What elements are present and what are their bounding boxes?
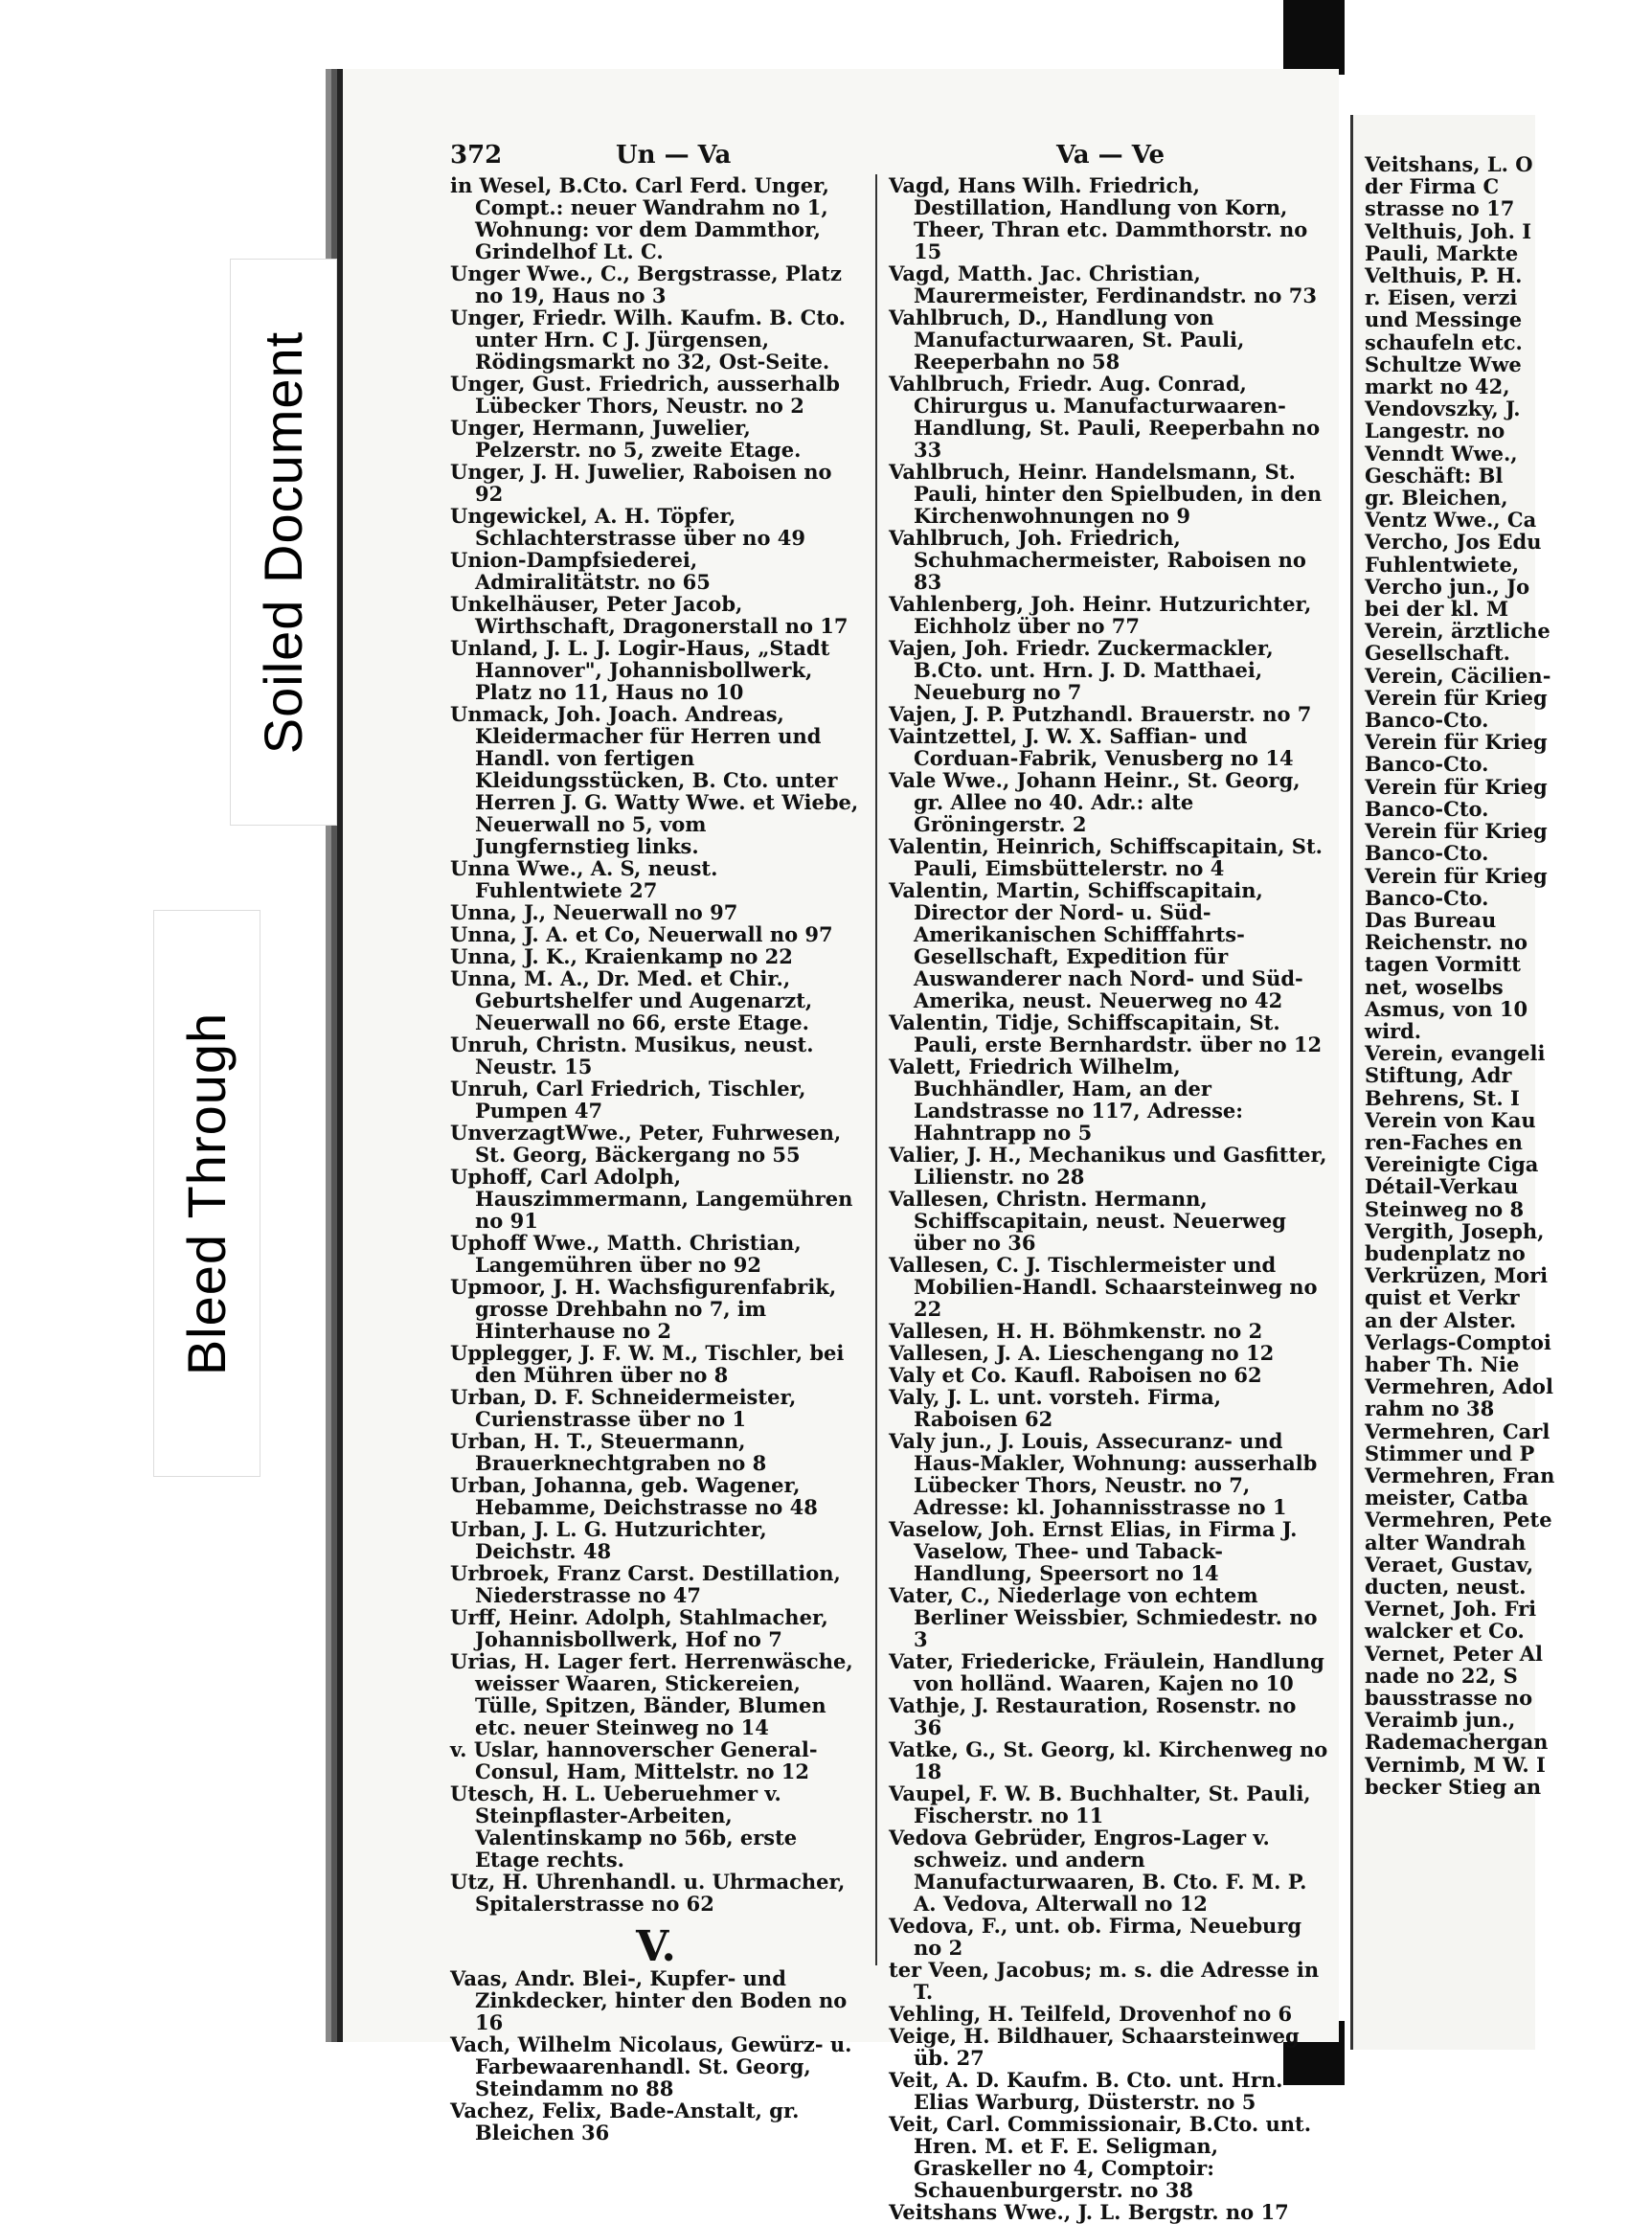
directory-entry: Utesch, H. L. Ueberuehmer v. Steinpflaster-Arbeiten, Valentinskamp no 56b, erste Etage rechts. bbox=[450, 1781, 798, 1872]
directory-entry: Unna Wwe., A. S, neust. Fuhlentwiete 27 bbox=[450, 856, 718, 902]
fragment-line: Asmus, von 10 bbox=[1365, 996, 1528, 1021]
fragment-line: Verein, evangeli bbox=[1365, 1041, 1546, 1066]
right-entries-list bbox=[889, 174, 1329, 2223]
fragment-line: Vernet, Joh. Fri bbox=[1365, 1597, 1537, 1622]
fragment-line: Banco-Cto. bbox=[1365, 708, 1489, 733]
fragment-line: Rademachergan bbox=[1365, 1730, 1549, 1755]
fragment-line: wird. bbox=[1365, 1018, 1422, 1043]
directory-entry: Unger, Friedr. Wilh. Kaufm. B. Cto. unter Hrn. C J. Jürgensen, Rödingsmarkt no 32, Ost-Seite. bbox=[450, 306, 846, 374]
directory-entry: Veit, A. D. Kaufm. B. Cto. unt. Hrn. Elias Warburg, Düsterstr. no 5 bbox=[889, 2068, 1283, 2114]
directory-entry: Valett, Friedrich Wilhelm, Buchhändler, Ham, an der Landstrasse no 117, Adresse: Hahntrapp no 5 bbox=[889, 1055, 1244, 1145]
fragment-line: Ventz Wwe., Ca bbox=[1365, 508, 1537, 533]
fragment-line: Vercho, Jos Edu bbox=[1365, 530, 1542, 555]
soiled-document-label bbox=[230, 259, 337, 826]
directory-entry: Urff, Heinr. Adolph, Stahlmacher, Johannisbollwerk, Hof no 7 bbox=[450, 1605, 828, 1651]
directory-entry: Valy jun., J. Louis, Assecuranz- und Haus-Makler, Wohnung: ausserhalb Lübecker Thors, Neustr. no 7, Adresse: kl. Johannisstrasse no 1 bbox=[889, 1429, 1318, 1519]
fragment-line: Verein, Cäcilien- bbox=[1365, 663, 1551, 688]
directory-entry: Vajen, J. P. Putzhandl. Brauerstr. no 7 bbox=[889, 702, 1312, 726]
fragment-line: Geschäft: Bl bbox=[1365, 463, 1504, 488]
fragment-line: net, woselbs bbox=[1365, 974, 1504, 999]
directory-entry: Unruh, Christn. Musikus, neust. Neustr. 15 bbox=[450, 1033, 814, 1078]
fragment-line: Vermehren, Adol bbox=[1365, 1374, 1553, 1399]
soiled-document-text: Soiled Document bbox=[253, 330, 314, 754]
directory-entry: Unkelhäuser, Peter Jacob, Wirthschaft, Dragonerstall no 17 bbox=[450, 592, 849, 638]
page-number: 372 bbox=[450, 141, 503, 170]
fragment-line: strasse no 17 bbox=[1365, 196, 1515, 221]
directory-entry: Vach, Wilhelm Nicolaus, Gewürz- u. Farbewaarenhandl. St. Georg, Steindamm no 88 bbox=[450, 2032, 852, 2100]
directory-entry: Utz, H. Uhrenhandl. u. Uhrmacher, Spitalerstrasse no 62 bbox=[450, 1870, 846, 1916]
directory-entry: Vahlbruch, Heinr. Handelsmann, St. Pauli, hinter den Spielbuden, in den Kirchenwohnungen no 9 bbox=[889, 460, 1323, 528]
fragment-line: Vernet, Peter Al bbox=[1365, 1641, 1544, 1666]
fragment-line: Verein für Krieg bbox=[1365, 863, 1548, 888]
fragment-line: Stimmer und P bbox=[1365, 1441, 1535, 1465]
directory-entry: Vachez, Felix, Bade-Anstalt, gr. Bleichen 36 bbox=[450, 2099, 800, 2145]
fragment-line: Banco-Cto. bbox=[1365, 885, 1489, 910]
directory-entry: Vagd, Hans Wilh. Friedrich, Destillation, Handlung von Korn, Theer, Thran etc. Dammthorstr. no 15 bbox=[889, 173, 1308, 263]
fragment-line: Verein, ärztliche bbox=[1365, 619, 1550, 644]
fragment-line: Vermehren, Carl bbox=[1365, 1418, 1550, 1443]
fragment-line: Détail-Verkau bbox=[1365, 1174, 1519, 1199]
directory-entry: Unger, J. H. Juwelier, Raboisen no 92 bbox=[450, 460, 832, 506]
directory-entry: Valier, J. H., Mechanikus und Gasfitter, Lilienstr. no 28 bbox=[889, 1143, 1327, 1189]
directory-entry: Unland, J. L. J. Logir-Haus, „Stadt Hannover", Johannisbollwerk, Platz no 11, Haus no 10 bbox=[450, 636, 830, 704]
directory-entry: Unger, Gust. Friedrich, ausserhalb Lübecker Thors, Neustr. no 2 bbox=[450, 372, 840, 418]
directory-entry: Vahlbruch, D., Handlung von Manufacturwaaren, St. Pauli, Reeperbahn no 58 bbox=[889, 306, 1245, 374]
directory-entry: Vatke, G., St. Georg, kl. Kirchenweg no 18 bbox=[889, 1737, 1328, 1783]
directory-entry: Vedova, F., unt. ob. Firma, Neueburg no 2 bbox=[889, 1914, 1302, 1960]
directory-entry: Unna, M. A., Dr. Med. et Chir., Geburtshelfer und Augenarzt, Neuerwall no 66, erste Etage. bbox=[450, 966, 813, 1034]
directory-entry: Vedova Gebrüder, Engros-Lager v. schweiz. und andern Manufacturwaaren, B. Cto. F. M. P. A. Vedova, Alterwall no 12 bbox=[889, 1826, 1307, 1916]
fragment-line: becker Stieg an bbox=[1365, 1774, 1542, 1799]
directory-entry: ter Veen, Jacobus; m. s. die Adresse in T. bbox=[889, 1958, 1320, 2004]
fragment-line: Pauli, Markte bbox=[1365, 240, 1519, 265]
fragment-line: schaufeln etc. bbox=[1365, 329, 1523, 354]
bleed-through-text: Bleed Through bbox=[176, 1011, 238, 1375]
directory-entry: Vaintzettel, J. W. X. Saffian- und Corduan-Fabrik, Venusberg no 14 bbox=[889, 724, 1294, 770]
fragment-line: Langestr. no bbox=[1365, 419, 1505, 443]
directory-entry: Vale Wwe., Johann Heinr., St. Georg, gr. Allee no 40. Adr.: alte Gröningerstr. 2 bbox=[889, 768, 1301, 836]
right-fragment-column bbox=[1365, 153, 1652, 1798]
directory-entry: Upplegger, J. F. W. M., Tischler, bei den Mühren über no 8 bbox=[450, 1341, 845, 1387]
directory-entry: Unna, J. A. et Co, Neuerwall no 97 bbox=[450, 922, 833, 946]
fragment-line: Veraimb jun., bbox=[1365, 1708, 1516, 1733]
left-v-entries-list bbox=[450, 1967, 862, 2144]
right-running-head: Va — Ve bbox=[1056, 141, 1165, 170]
fragment-line: Steinweg no 8 bbox=[1365, 1196, 1525, 1221]
directory-entry: Vallesen, H. H. Böhmkenstr. no 2 bbox=[889, 1319, 1263, 1343]
directory-entry: Unger Wwe., C., Bergstrasse, Platz no 19, Haus no 3 bbox=[450, 261, 842, 307]
fragment-line: alter Wandrah bbox=[1365, 1530, 1527, 1555]
directory-entry: Veitshans Wwe., J. L. Bergstr. no 17 bbox=[889, 2200, 1289, 2224]
directory-entry: Urbroek, Franz Carst. Destillation, Niederstrasse no 47 bbox=[450, 1561, 841, 1607]
directory-entry: Vehling, H. Teilfeld, Drovenhof no 6 bbox=[889, 2002, 1293, 2026]
fragment-line: Verein von Kau bbox=[1365, 1107, 1536, 1132]
fragment-line: Gesellschaft. bbox=[1365, 641, 1510, 666]
fragment-line: gr. Bleichen, bbox=[1365, 486, 1508, 511]
directory-entry: Unruh, Carl Friedrich, Tischler, Pumpen 47 bbox=[450, 1077, 806, 1123]
fragment-line: Vergith, Joseph, bbox=[1365, 1218, 1545, 1243]
fragment-line: quist et Verkr bbox=[1365, 1285, 1520, 1310]
fragment-line: an der Alster. bbox=[1365, 1307, 1517, 1332]
fragment-line: bei der kl. M bbox=[1365, 597, 1509, 622]
directory-entry: Upmoor, J. H. Wachsfigurenfabrik, grosse Drehbahn no 7, im Hinterhause no 2 bbox=[450, 1275, 837, 1343]
fragment-line: Behrens, St. I bbox=[1365, 1085, 1520, 1110]
directory-entry: Vater, C., Niederlage von echtem Berliner Weissbier, Schmiedestr. no 3 bbox=[889, 1583, 1318, 1651]
fragment-line: r. Eisen, verzi bbox=[1365, 285, 1518, 310]
scanned-page-right-fragment bbox=[1350, 115, 1555, 2050]
fragment-line: Verein für Krieg bbox=[1365, 685, 1548, 710]
section-letter: V. bbox=[636, 1922, 676, 1971]
directory-entry: Unna, J., Neuerwall no 97 bbox=[450, 900, 738, 924]
directory-entry: Urias, H. Lager fert. Herrenwäsche, weisser Waaren, Stickereien, Tülle, Spitzen, Bänder, Blumen etc. neuer Steinweg no 14 bbox=[450, 1649, 853, 1739]
left-column bbox=[450, 174, 862, 2144]
directory-entry: Uphoff Wwe., Matth. Christian, Langemühren über no 92 bbox=[450, 1231, 802, 1277]
fragment-line: Verein für Krieg bbox=[1365, 730, 1548, 755]
directory-entry: v. Uslar, hannoverscher General-Consul, Ham, Mittelstr. no 12 bbox=[450, 1737, 818, 1783]
fragment-line: der Firma C bbox=[1365, 174, 1500, 199]
directory-entry: Vallesen, Christn. Hermann, Schiffscapitain, neust. Neuerweg über no 36 bbox=[889, 1187, 1286, 1255]
directory-entry: Urban, H. T., Steuermann, Brauerknechtgraben no 8 bbox=[450, 1429, 767, 1475]
fragment-line: Verein für Krieg bbox=[1365, 774, 1548, 799]
fragment-line: Verkrüzen, Mori bbox=[1365, 1263, 1549, 1288]
fragment-line: Vernimb, M W. I bbox=[1365, 1752, 1546, 1777]
fragment-line: Vereinigte Ciga bbox=[1365, 1152, 1539, 1177]
column-separator bbox=[875, 174, 877, 1965]
directory-entry: Vaas, Andr. Blei-, Kupfer- und Zinkdecker, hinter den Boden no 16 bbox=[450, 1966, 848, 2034]
directory-entry: Valentin, Martin, Schiffscapitain, Director der Nord- u. Süd-Amerikanischen Schifffahrts-Gesellschaft, Expedition für Auswanderer nach Nord- und Süd-Amerika, neust. Neuerweg no 42 bbox=[889, 878, 1303, 1012]
directory-entry: Valy et Co. Kaufl. Raboisen no 62 bbox=[889, 1363, 1262, 1387]
fragment-line: meister, Catba bbox=[1365, 1486, 1528, 1510]
directory-entry: Vagd, Matth. Jac. Christian, Maurermeister, Ferdinandstr. no 73 bbox=[889, 261, 1317, 307]
fragment-line: Veitshans, L. O bbox=[1365, 152, 1533, 176]
fragment-line: Vermehren, Fran bbox=[1365, 1463, 1555, 1487]
fragment-line: Fuhlentwiete, bbox=[1365, 552, 1520, 577]
directory-entry: Vahlbruch, Friedr. Aug. Conrad, Chirurgus u. Manufacturwaaren-Handlung, St. Pauli, Reeperbahn no 33 bbox=[889, 372, 1321, 462]
directory-entry: Urban, Johanna, geb. Wagener, Hebamme, Deichstrasse no 48 bbox=[450, 1473, 818, 1519]
directory-entry: Uphoff, Carl Adolph, Hauszimmermann, Langemühren no 91 bbox=[450, 1165, 853, 1233]
bleed-through-label bbox=[153, 910, 260, 1477]
fragment-line: ren-Faches en bbox=[1365, 1129, 1523, 1154]
fragment-line: Das Bureau bbox=[1365, 907, 1497, 932]
fragment-line: Velthuis, P. H. bbox=[1365, 263, 1523, 288]
directory-entry: UnverzagtWwe., Peter, Fuhrwesen, St. Georg, Bäckergang no 55 bbox=[450, 1121, 842, 1167]
fragment-line: Banco-Cto. bbox=[1365, 752, 1489, 777]
directory-entry: Valy, J. L. unt. vorsteh. Firma, Raboisen 62 bbox=[889, 1385, 1222, 1431]
directory-entry: Valentin, Tidje, Schiffscapitain, St. Pauli, erste Bernhardstr. über no 12 bbox=[889, 1010, 1323, 1056]
fragment-line: Venndt Wwe., bbox=[1365, 441, 1518, 465]
directory-entry: Valentin, Heinrich, Schiffscapitain, St. Pauli, Eimsbüttelerstr. no 4 bbox=[889, 834, 1323, 880]
fragment-line: Velthuis, Joh. I bbox=[1365, 218, 1532, 243]
directory-entry: Vajen, Joh. Friedr. Zuckermackler, B.Cto. unt. Hrn. J. D. Matthaei, Neueburg no 7 bbox=[889, 636, 1274, 704]
directory-entry: Urban, J. L. G. Hutzurichter, Deichstr. 48 bbox=[450, 1517, 767, 1563]
directory-entry: Veit, Carl. Commissionair, B.Cto. unt. Hren. M. et F. E. Seligman, Graskeller no 4, Comptoir: Schauenburgerstr. no 38 bbox=[889, 2112, 1312, 2202]
fragment-line: und Messinge bbox=[1365, 307, 1523, 332]
fragment-line: tagen Vormitt bbox=[1365, 952, 1521, 977]
directory-entry: Urban, D. F. Schneidermeister, Curienstrasse über no 1 bbox=[450, 1385, 797, 1431]
fragment-line: haber Th. Nie bbox=[1365, 1351, 1520, 1376]
directory-entry: Unna, J. K., Kraienkamp no 22 bbox=[450, 944, 793, 968]
directory-entry: Vahlbruch, Joh. Friedrich, Schuhmachermeister, Raboisen no 83 bbox=[889, 526, 1306, 594]
left-entries-list bbox=[450, 174, 862, 1915]
directory-entry: Vater, Friedericke, Fräulein, Handlung von holländ. Waaren, Kajen no 10 bbox=[889, 1649, 1324, 1695]
directory-entry: Vahlenberg, Joh. Heinr. Hutzurichter, Eichholz über no 77 bbox=[889, 592, 1312, 638]
fragment-line: Verein für Krieg bbox=[1365, 819, 1548, 844]
fragment-line: bausstrasse no bbox=[1365, 1686, 1533, 1711]
fragment-line: Schultze Wwe bbox=[1365, 352, 1522, 376]
fragment-line: Verlags-Comptoi bbox=[1365, 1329, 1551, 1354]
fragment-line: markt no 42, bbox=[1365, 374, 1510, 399]
fragment-line: rahm no 38 bbox=[1365, 1396, 1495, 1421]
fragment-line: Vercho jun., Jo bbox=[1365, 574, 1530, 599]
fragment-line: nade no 22, S bbox=[1365, 1663, 1518, 1688]
fragment-line: Veraet, Gustav, bbox=[1365, 1552, 1534, 1577]
fragment-line: budenplatz no bbox=[1365, 1240, 1526, 1265]
directory-entry: Veige, H. Bildhauer, Schaarsteinweg üb. 27 bbox=[889, 2024, 1300, 2070]
fragment-line: Reichenstr. no bbox=[1365, 930, 1528, 955]
directory-entry: Vallesen, C. J. Tischlermeister und Mobilien-Handl. Schaarsteinweg no 22 bbox=[889, 1253, 1318, 1321]
fragment-line: walcker et Co. bbox=[1365, 1619, 1525, 1644]
directory-entry: Unger, Hermann, Juwelier, Pelzerstr. no 5, zweite Etage. bbox=[450, 416, 802, 462]
fragment-line: Vendovszky, J. bbox=[1365, 397, 1521, 421]
directory-entry: Vaupel, F. W. B. Buchhalter, St. Pauli, Fischerstr. no 11 bbox=[889, 1781, 1311, 1827]
fragment-line: ducten, neust. bbox=[1365, 1575, 1527, 1599]
scanned-page-left bbox=[337, 69, 1339, 2224]
directory-entry: Unmack, Joh. Joach. Andreas, Kleidermacher für Herren und Handl. von fertigen Kleidungsstücken, B. Cto. unter Herren J. G. Watty Wwe. et Wiebe, Neuerwall no 5, vom Jungfernstieg links. bbox=[450, 702, 859, 858]
directory-entry: Vathje, J. Restauration, Rosenstr. no 36 bbox=[889, 1693, 1297, 1739]
left-running-head: Un — Va bbox=[616, 141, 732, 170]
directory-entry: in Wesel, B.Cto. Carl Ferd. Unger, Compt.: neuer Wandrahm no 1, Wohnung: vor dem Dammthor, Grindelhof Lt. C. bbox=[450, 173, 829, 263]
right-column bbox=[889, 174, 1329, 2223]
fragment-line: Banco-Cto. bbox=[1365, 796, 1489, 821]
fragment-line: Stiftung, Adr bbox=[1365, 1063, 1512, 1088]
fragment-line: Banco-Cto. bbox=[1365, 841, 1489, 866]
directory-entry: Vaselow, Joh. Ernst Elias, in Firma J. Vaselow, Thee- und Taback-Handlung, Speersort no 14 bbox=[889, 1517, 1298, 1585]
directory-entry: Ungewickel, A. H. Töpfer, Schlachterstrasse über no 49 bbox=[450, 504, 805, 550]
directory-entry: Vallesen, J. A. Lieschengang no 12 bbox=[889, 1341, 1275, 1365]
binding-shadow-top bbox=[1283, 0, 1345, 75]
fragment-line: Vermehren, Pete bbox=[1365, 1508, 1552, 1532]
directory-entry: Union-Dampfsiederei, Admiralitätstr. no 65 bbox=[450, 548, 711, 594]
